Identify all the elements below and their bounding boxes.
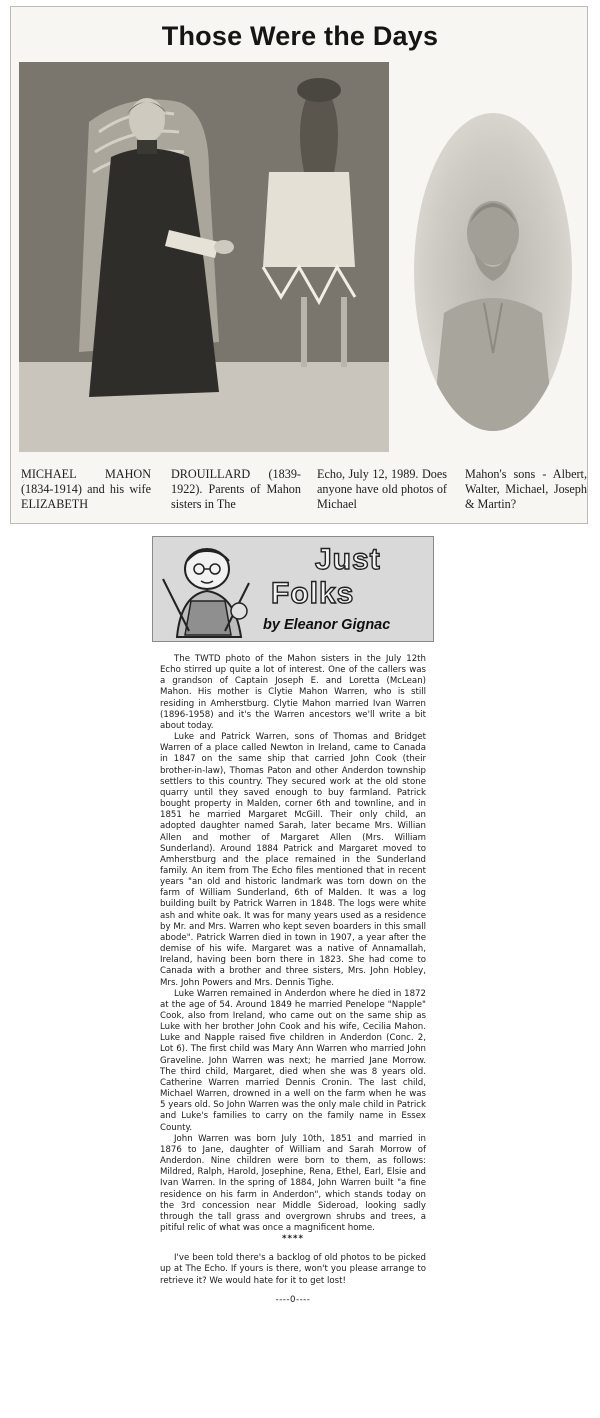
photo-caption-part-2: DROUILLARD (1839-1922). Parents of Mahon sisters in The [171,467,301,511]
paragraph: Luke and Patrick Warren, sons of Thomas and Bridget Warren of a place called Newton in Ireland, came to Canada in 1847 on the same ship that carried John Cook (their brother-in-law), Thomas Paton and other Anderdon township settlers to this country. They secured work at the old stone quarry until they saved enough to buy farmland. Patrick bought property in Malden, corner 6th and townline, and in 1851 he married Margaret McGill. Their only child, an adopted daughter named Sarah, later became Mrs. Willian Allen and mother of Margaret Allen (Mrs. William Sunderland). Around 1884 Patrick and Margaret moved to Amherstburg and the place remained in the Sunderland family. An item from The Echo files mentioned that in recent years "an old and historic landmark was torn down on the farm of William Sunderland, 6th of Malden. It was a log building built by Patrick Warren in 1848. The logs were white ash and white oak. It was for many years used as a residence by Mr. and Mrs. Warren who kept seven boarders in this small abode". Patrick Warren died in town in 1907, a year after the demise of his wife. Margaret was a native of Annamallah, Ireland, having been born there in 1823. She had come to Canada with a brother and three sisters, Mrs. John Hobley, Mrs. John Powers and Mrs. Dennis Tighe. [160,732,426,988]
paragraph: John Warren was born July 10th, 1851 and married in 1876 to Jane, daughter of William and Sarah Morrow of Anderdon. Nine children were born to them, as follows: Mildred, Ralph, Harold, Josephine, Rena, Ethel, Earl, Elsie and Ivan Warren. In the spring of 1884, John Warren built "a fine residence on his farm in Anderdon", which stands today on the 3rd concession near Middle Sideroad, looking sadly through the tall grass and overgrown shrubs and trees, a pitiful relic of what was once a magnificent home. [160,1133,426,1233]
banner-title-just: Just [315,543,381,576]
portrait-photo-elizabeth [19,62,389,452]
cartoon-grandma-illustration [155,539,265,639]
column-banner [152,536,434,642]
newspaper-clipping [10,6,588,524]
section-separator: **** [282,1234,304,1245]
paragraph: The TWTD photo of the Mahon sisters in the July 12th Echo stirred up quite a lot of interest. One of the callers was a grandson of Captain Joseph E. and Loretta (McLean) Mahon. His mother is Clytie Mahon Warren, who is still residing in Amherstburg. Clytie Mahon married Ivan Warren (1896-1958) and it's the Warren ancestors we'll write a bit about today. [160,654,426,731]
column-body [160,654,426,1306]
banner-title-folks: Folks [271,577,355,610]
just-folks-column [152,536,434,1410]
paragraph: Luke Warren remained in Anderdon where he died in 1872 at the age of 54. Around 1849 he married Penelope "Napple" Cook, also from Ireland, who came out on the same ship as Luke with her brother John Cook and his wife, Cecilia Mahon. Luke and Napple raised five children in Anderdon (Conc. 2, Lot 6). The first child was Mary Ann Warren who married John Graveline. John Warren was next; he married Jane Morrow. The third child, Margaret, died when she was 8 years old. Catherine Warren married Dennis Cronin. The last child, Michael Warren, drowned in a well on the farm when he was 5 years old. So John Warren was the only male child in Patrick and Luke's families to carry on the family name in Essex County. [160,988,426,1133]
closing-note: I've been told there's a backlog of old photos to be picked up at The Echo. If yours is there, won't you please arrange to retrieve it? We would hate for it to get lost! [160,1253,426,1286]
oval-portrait-drawing [414,113,572,431]
byline: by Eleanor Gignac [263,617,391,633]
portrait-photo-michael [414,113,572,431]
end-mark: ----0---- [275,1294,311,1305]
clipping-title: Those Were the Days [161,21,439,51]
photo-caption-part-4: Mahon's sons - Albert, Walter, Michael, Joseph & Martin? [465,467,587,511]
photo-caption-part-3: Echo, July 12, 1989. Does anyone have old photos of Michael [317,467,447,511]
photo-caption-part-1: MICHAEL MAHON (1834-1914) and his wife ELIZABETH [21,467,151,511]
portrait-photo-drawing [19,62,389,452]
